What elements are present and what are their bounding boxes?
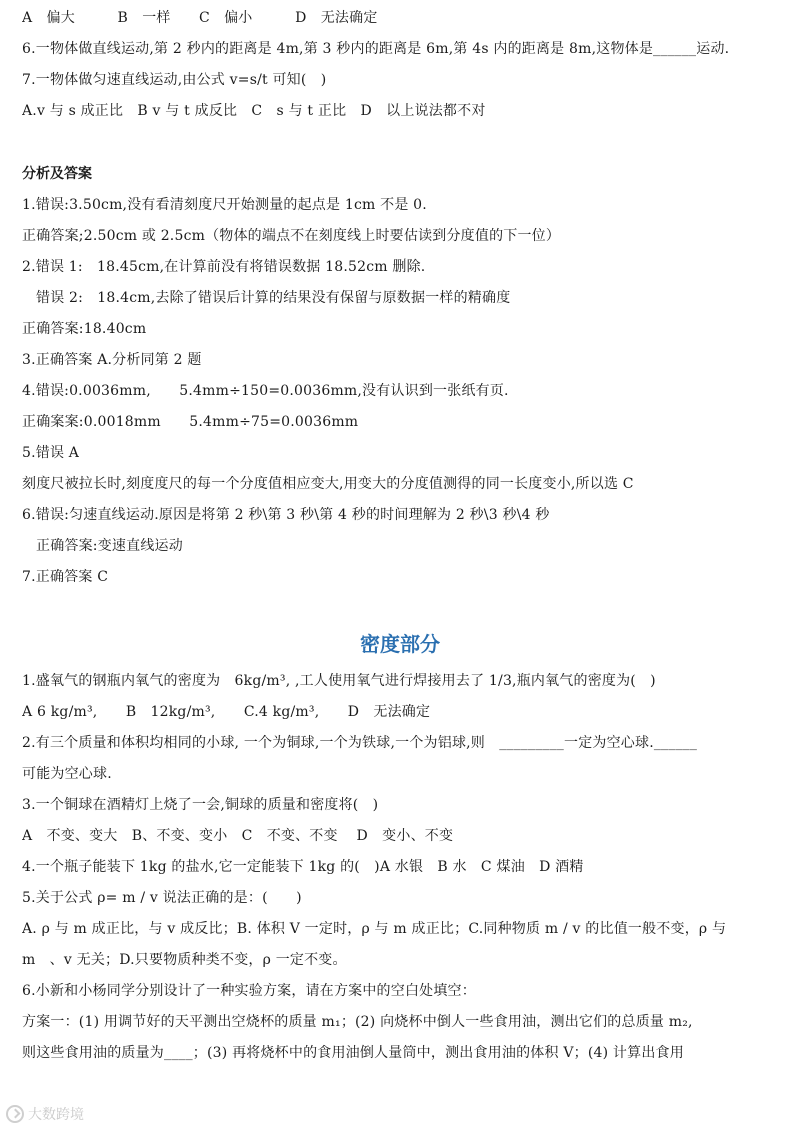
analysis-line-8: 正确案案:0.0018mm 5.4mm÷75=0.0036mm xyxy=(22,414,359,430)
question-7-uniform-motion: 7.一物体做匀速直线运动,由公式 v=s/t 可知( ) xyxy=(22,72,327,88)
watermark-logo-icon xyxy=(6,1105,24,1123)
density-line-11: 6.小新和小杨同学分别设计了一种实验方案，请在方案中的空白处填空： xyxy=(22,983,476,999)
analysis-line-6: 3.正确答案 A.分析同第 2 题 xyxy=(22,352,202,368)
analysis-line-7: 4.错误:0.0036mm, 5.4mm÷150=0.0036mm,没有认识到一张纸有页. xyxy=(22,383,509,399)
density-line-10: m 、v 无关；D.只要物质种类不变，ρ 一定不变。 xyxy=(22,952,347,968)
analysis-title: 分析及答案 xyxy=(22,166,92,182)
option-line-q5: A 偏大 B 一样 C 偏小 D 无法确定 xyxy=(22,10,378,26)
analysis-line-4: 错误 2: 18.4cm,去除了错误后计算的结果没有保留与原数据一样的精确度 xyxy=(36,290,511,306)
density-line-9: A. ρ 与 m 成正比，与 v 成反比；B. 体积 V 一定时，ρ 与 m 成正比；C.同种物质 m / v 的比值一般不变，ρ 与 xyxy=(22,921,727,937)
density-line-1: 1.盛氧气的钢瓶内氧气的密度为 6kg/m³, ,工人使用氧气进行焊接用去了 1/3,瓶内氧气的密度为( ) xyxy=(22,673,656,689)
density-line-5: 3.一个铜球在酒精灯上烧了一会,铜球的质量和密度将( ) xyxy=(22,797,379,813)
density-line-13: 则这些食用油的质量为____；(3) 再将烧杯中的食用油倒人量筒中，测出食用油的体积 V；(4) 计算出食用 xyxy=(22,1045,684,1061)
analysis-line-3: 2.错误 1: 18.45cm,在计算前没有将错误数据 18.52cm 删除. xyxy=(22,259,426,275)
analysis-line-12: 正确答案:变速直线运动 xyxy=(36,538,183,554)
question-6-motion: 6.一物体做直线运动,第 2 秒内的距离是 4m,第 3 秒内的距离是 6m,第 4s 内的距离是 8m,这物体是______运动. xyxy=(22,41,730,57)
watermark-text: 大数跨境 xyxy=(28,1107,84,1123)
analysis-line-1: 1.错误:3.50cm,没有看清刻度尺开始测量的起点是 1cm 不是 0. xyxy=(22,197,427,213)
watermark xyxy=(6,1104,84,1124)
analysis-line-2: 正确答案;2.50cm 或 2.5cm（物体的端点不在刻度线上时要估读到分度值的下一位） xyxy=(22,228,561,244)
analysis-line-10: 刻度尺被拉长时,刻度度尺的每一个分度值相应变大,用变大的分度值测得的同一长度变小,所以选 C xyxy=(22,476,634,492)
analysis-line-11: 6.错误:匀速直线运动.原因是将第 2 秒\第 3 秒\第 4 秒的时间理解为 2 秒\3 秒\4 秒 xyxy=(22,507,550,523)
options-q7: A.v 与 s 成正比 B v 与 t 成反比 C s 与 t 正比 D 以上说法都不对 xyxy=(22,103,486,119)
density-line-7: 4.一个瓶子能装下 1kg 的盐水,它一定能装下 1kg 的( )A 水银 B 水 C 煤油 D 酒精 xyxy=(22,859,584,875)
density-line-8: 5.关于公式 ρ= m / v 说法正确的是：( ) xyxy=(22,890,302,906)
analysis-line-13: 7.正确答案 C xyxy=(22,569,109,585)
density-line-6: A 不变、变大 B、不变、变小 C 不变、不变 D 变小、不变 xyxy=(22,828,454,844)
density-line-12: 方案一：(1) 用调节好的天平测出空烧杯的质量 m₁；(2) 向烧杯中倒人一些食用油，测出它们的总质量 m₂, xyxy=(22,1014,693,1030)
density-line-3: 2.有三个质量和体积均相同的小球, 一个为铜球,一个为铁球,一个为铝球,则 _________一定为空心球.______ xyxy=(22,735,698,751)
density-line-2: A 6 kg/m³, B 12kg/m³, C.4 kg/m³, D 无法确定 xyxy=(22,704,431,720)
density-section-heading: 密度部分 xyxy=(360,632,440,656)
analysis-line-5: 正确答案:18.40cm xyxy=(22,321,147,337)
density-line-4: 可能为空心球. xyxy=(22,766,112,782)
analysis-line-9: 5.错误 A xyxy=(22,445,80,461)
